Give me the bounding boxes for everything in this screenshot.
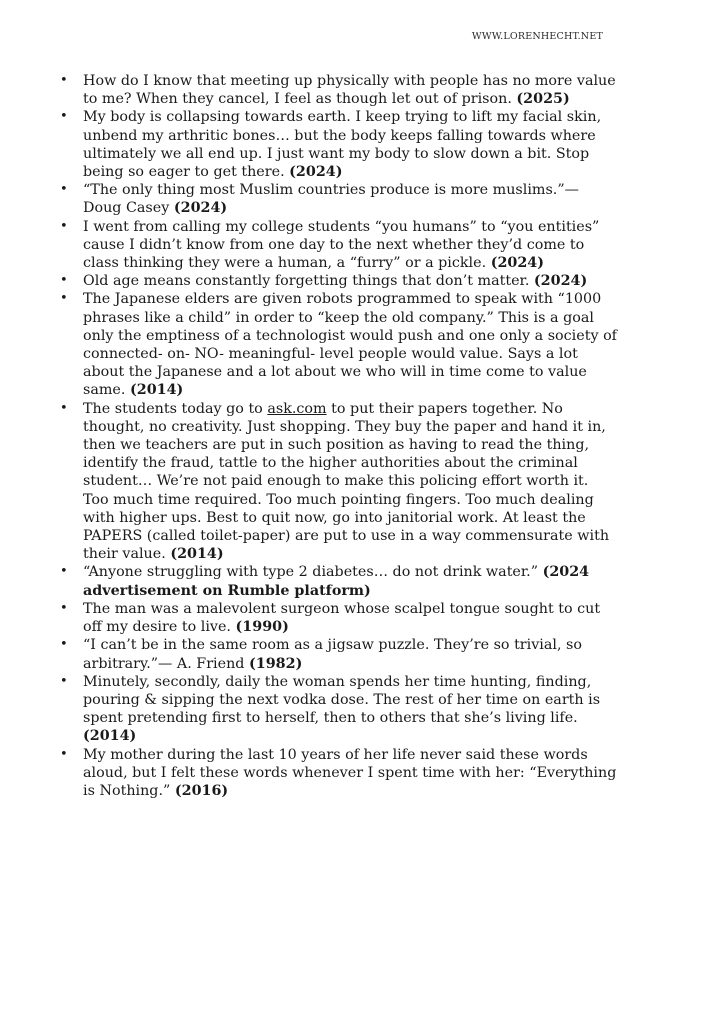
list-item	[57, 636, 617, 672]
list-item	[57, 563, 617, 599]
entry-year: (2016)	[174, 782, 229, 799]
ask-com-link[interactable]: ask.com	[267, 400, 327, 417]
entry-text: I went from calling my college students “you humans” to “you entities” cause I didn’t know from one day to the next whether they’d come to class thinking they were a human, a “furry” or a pickle.	[83, 218, 600, 272]
entry-year: (2024)	[533, 273, 588, 290]
entry-year: (2024 advertisement on Rumble platform)	[83, 564, 590, 599]
entry-text: How do I know that meeting up physically with people has no more value to me? When they cancel, I feel as though let out of prison.	[83, 73, 616, 108]
site-header: WWW.LORENHECHT.NET	[471, 31, 603, 42]
entry-year: (2024)	[490, 255, 545, 272]
entry-year: (2025)	[516, 91, 570, 108]
list-item	[57, 72, 617, 108]
entry-year: (2014)	[129, 382, 184, 399]
quote-list	[57, 72, 617, 800]
list-item	[57, 218, 617, 273]
entry-text: The Japanese elders are given robots programmed to speak with “1000 phrases like a child” in order to “keep the old company.” This is a goal only the emptiness of a technologist would push and one only a society of connected- on- NO- meaningful- level people would value. Says a lot about the Japanese and a lot about we who will in time come to value same.	[83, 291, 617, 399]
entry-text: My mother during the last 10 years of her life never said these words aloud, but I felt these words whenever I spent time with her: “Everything is Nothing.”	[83, 746, 617, 799]
entry-text: “Anyone struggling with type 2 diabetes… do not drink water.”	[83, 564, 539, 581]
entry-text: “I can’t be in the same room as a jigsaw puzzle. They’re so trivial, so arbitrary.”— A. Friend	[83, 637, 582, 672]
list-item	[57, 600, 617, 636]
list-item	[57, 746, 617, 801]
entry-year: (2014)	[170, 546, 224, 563]
list-item	[57, 108, 617, 181]
entry-year: (2014)	[83, 728, 137, 745]
entry-text: My body is collapsing towards earth. I keep trying to lift my facial skin, unbend my arthritic bones… but the body keeps falling towards where ultimately we all end up. I just want my body to slow down a bit. Stop being so eager to get there.	[83, 109, 602, 181]
entry-text: Old age means constantly forgetting things that don’t matter.	[83, 273, 530, 290]
entry-year: (1990)	[235, 619, 289, 636]
list-item	[57, 400, 617, 564]
entry-text: The man was a malevolent surgeon whose scalpel tongue sought to cut off my desire to live.	[83, 600, 601, 636]
list-item	[57, 181, 617, 217]
entry-text: The students today go to	[83, 400, 268, 417]
list-item	[57, 272, 617, 290]
entry-text: Minutely, secondly, daily the woman spends her time hunting, finding, pouring & sipping the next vodka dose. The rest of her time on earth is spent pretending first to herself, then to others that she’s living life.	[83, 673, 601, 727]
list-item	[57, 290, 617, 399]
entry-year: (1982)	[249, 655, 303, 672]
entry-year: (2024)	[173, 200, 228, 217]
entry-text: to put their papers together. No thought, no creativity. Just shopping. They buy the paper and hand it in, then we teachers are put in such position as having to read the thing, identify the fraud, tattle to the higher authorities about the criminal student… We’re not paid enough to make this policing effort worth it. Too much time required. Too much pointing fingers. Too much dealing with higher ups. Best to quit now, go into janitorial work. At least the PAPERS (called toilet-paper) are put to use in a way commensurate with their value.	[83, 400, 610, 563]
entry-year: (2024)	[289, 164, 343, 181]
list-item	[57, 673, 617, 746]
entry-text: “The only thing most Muslim countries produce is more muslims.”— Doug Casey	[83, 182, 579, 217]
